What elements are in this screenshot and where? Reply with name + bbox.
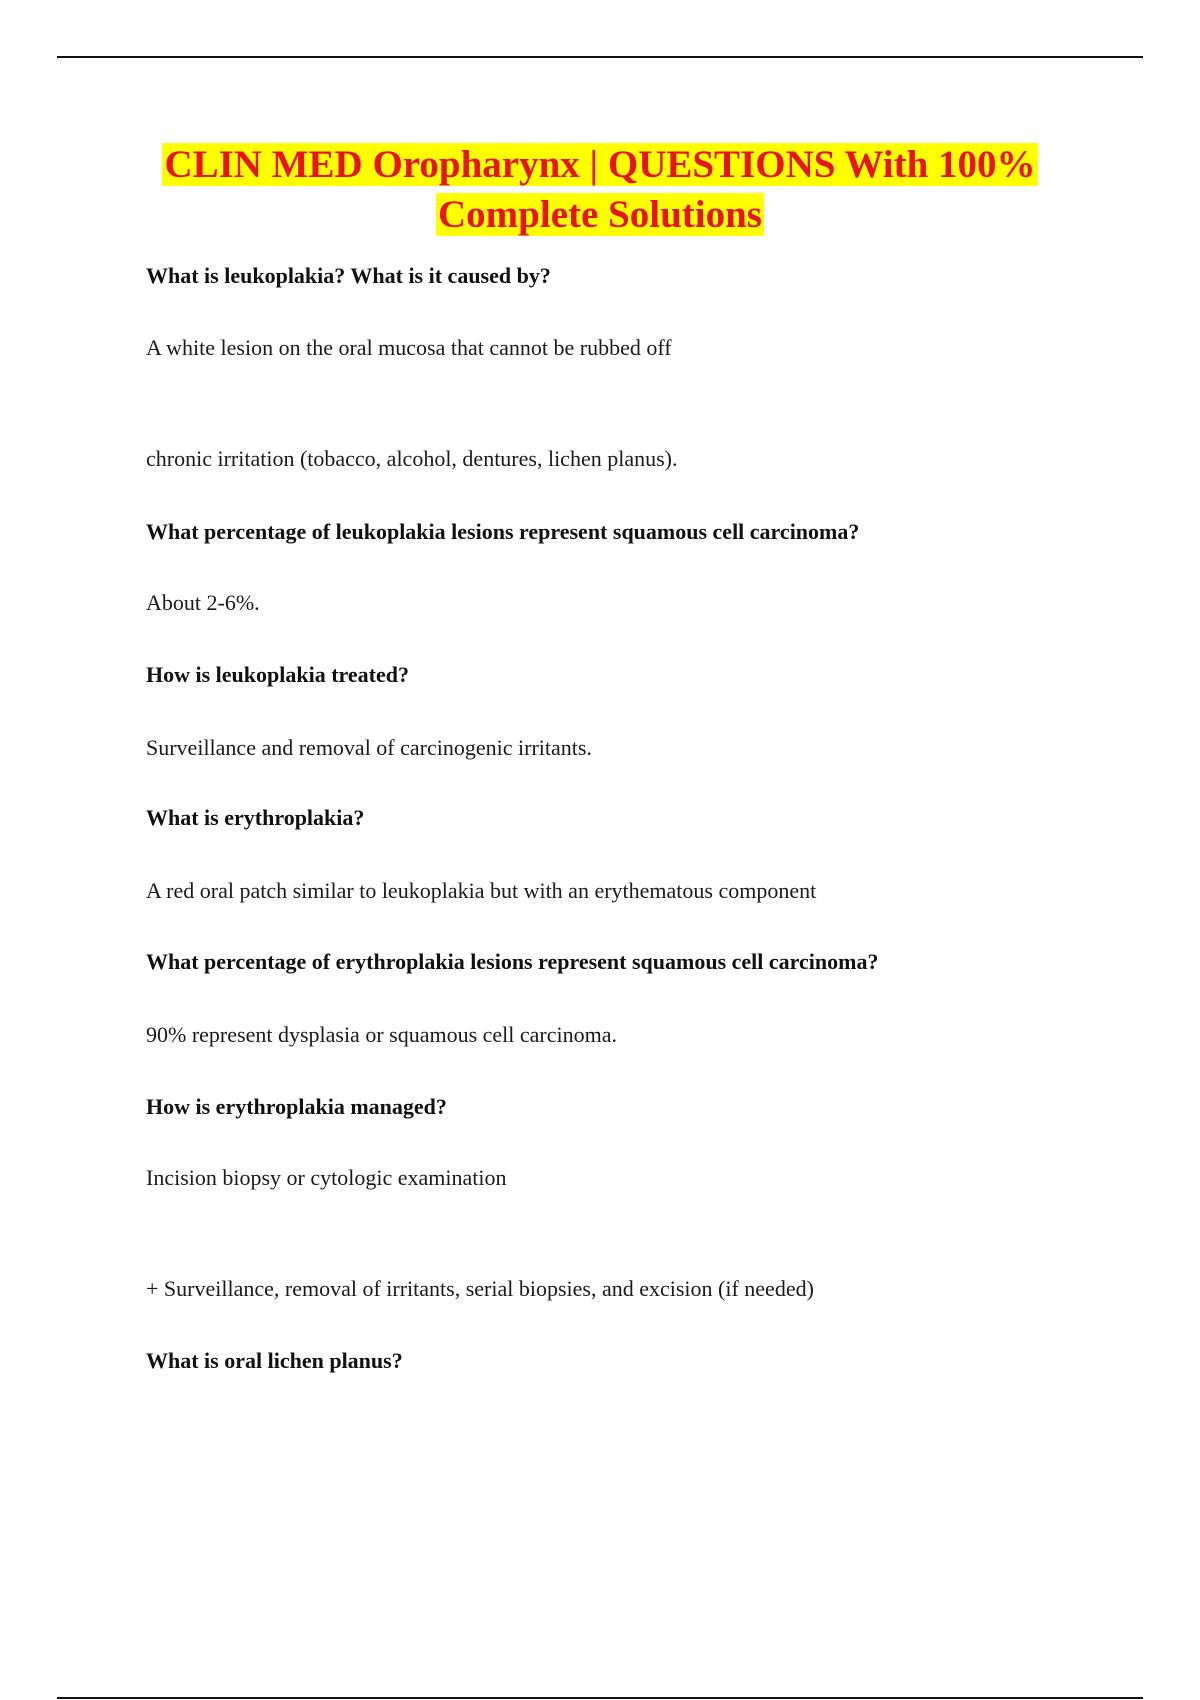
answer-5: 90% represent dysplasia or squamous cell carcinoma. — [146, 1022, 618, 1047]
header-rule — [57, 56, 1143, 58]
question-3: How is leukoplakia treated? — [146, 662, 410, 687]
question-5: What percentage of erythroplakia lesions represent squamous cell carcinoma? — [146, 949, 879, 974]
document-title — [0, 140, 1200, 240]
answer-6-line-1: Incision biopsy or cytologic examination — [146, 1165, 507, 1190]
answer-2: About 2-6%. — [146, 590, 260, 615]
question-4: What is erythroplakia? — [146, 805, 365, 830]
title-line-2: Complete Solutions — [438, 193, 762, 236]
answer-1-line-1: A white lesion on the oral mucosa that cannot be rubbed off — [146, 335, 672, 360]
title-line-1: CLIN MED Oropharynx | QUESTIONS With 100% — [164, 143, 1036, 186]
question-2: What percentage of leukoplakia lesions represent squamous cell carcinoma? — [146, 519, 860, 544]
question-7: What is oral lichen planus? — [146, 1348, 403, 1373]
answer-6-line-2: + Surveillance, removal of irritants, serial biopsies, and excision (if needed) — [146, 1276, 814, 1301]
question-6: How is erythroplakia managed? — [146, 1094, 447, 1119]
question-1: What is leukoplakia? What is it caused by? — [146, 263, 551, 288]
answer-3: Surveillance and removal of carcinogenic irritants. — [146, 735, 592, 760]
answer-1-line-2: chronic irritation (tobacco, alcohol, dentures, lichen planus). — [146, 446, 678, 471]
footer-rule — [57, 1697, 1143, 1699]
answer-4: A red oral patch similar to leukoplakia but with an erythematous component — [146, 878, 817, 903]
